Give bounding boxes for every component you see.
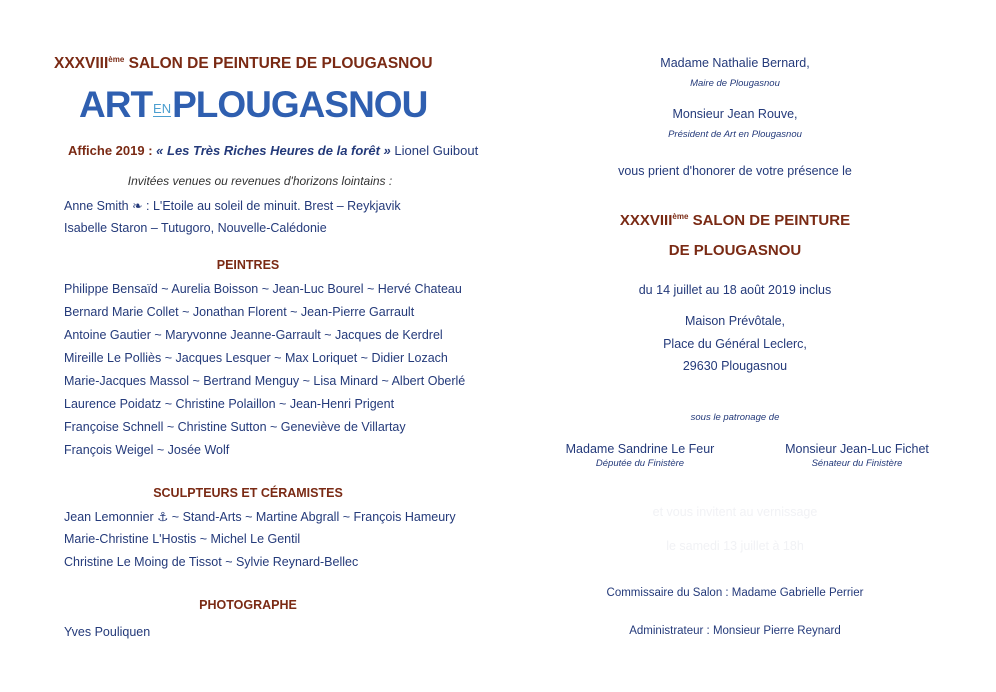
vernissage-date: le samedi 13 juillet à 18h bbox=[666, 539, 804, 553]
painters-line: Antoine Gautier ~ Maryvonne Jeanne-Garrault ~ Jacques de Kerdrel bbox=[64, 328, 443, 342]
vernissage-line: et vous invitent au vernissage bbox=[652, 505, 818, 519]
host2-role: Président de Art en Plougasnou bbox=[668, 129, 802, 140]
invite-line: vous prient d'honorer de votre présence le bbox=[618, 164, 852, 178]
sponsor-1-role: Députée du Finistère bbox=[595, 458, 685, 469]
host1-role: Maire de Plougasnou bbox=[690, 78, 780, 89]
exhibition-dates: du 14 juillet au 18 août 2019 inclus bbox=[638, 283, 832, 297]
salon-title-right: XXXVIIIème SALON DE PEINTURE bbox=[619, 212, 851, 229]
sculptors-heading: SCULPTEURS ET CÉRAMISTES bbox=[153, 486, 343, 500]
sculptors-line: Marie-Christine L'Hostis ~ Michel Le Gentil bbox=[64, 532, 301, 546]
venue-name: Maison Prévôtale, bbox=[684, 314, 786, 328]
invitee-line: Isabelle Staron – Tutugoro, Nouvelle-Calédonie bbox=[64, 221, 327, 235]
painters-line: Françoise Schnell ~ Christine Sutton ~ Geneviève de Villartay bbox=[64, 420, 406, 434]
painters-line: Bernard Marie Collet ~ Jonathan Florent ~ Jean-Pierre Garrault bbox=[64, 305, 415, 319]
salon-title: XXXVIIIème SALON DE PEINTURE DE PLOUGASNOU bbox=[54, 55, 433, 73]
photographer-name: Yves Pouliquen bbox=[64, 625, 151, 639]
host1-name: Madame Nathalie Bernard, bbox=[660, 56, 810, 70]
sponsor-2-name: Monsieur Jean-Luc Fichet bbox=[785, 442, 929, 456]
photographer-heading: PHOTOGRAPHE bbox=[199, 598, 297, 612]
patronage-line: sous le patronage de bbox=[690, 412, 780, 423]
administrateur-line: Administrateur : Monsieur Pierre Reynard bbox=[629, 625, 841, 637]
sculptors-line: Christine Le Moing de Tissot ~ Sylvie Reynard-Bellec bbox=[64, 555, 359, 569]
host2-name: Monsieur Jean Rouve, bbox=[672, 107, 798, 121]
painters-line: Marie-Jacques Massol ~ Bertrand Menguy ~ Lisa Minard ~ Albert Oberlé bbox=[64, 374, 466, 388]
venue-address: Place du Général Leclerc, bbox=[663, 337, 807, 351]
sculptors-line: Jean Lemonnier ⚓ ~ Stand-Arts ~ Martine Abgrall ~ François Hameury bbox=[64, 510, 456, 524]
art-en-plougasnou-logo: ARTENPLOUGASNOU bbox=[79, 84, 428, 125]
commissaire-line: Commissaire du Salon : Madame Gabrielle Perrier bbox=[606, 587, 864, 599]
venue-city: 29630 Plougasnou bbox=[682, 359, 788, 373]
sponsor-2-role: Sénateur du Finistère bbox=[811, 458, 903, 469]
sponsor-2 bbox=[742, 442, 972, 469]
painters-line: Philippe Bensaïd ~ Aurelia Boisson ~ Jean-Luc Bourel ~ Hervé Chateau bbox=[64, 282, 462, 296]
invitees-heading: Invitées venues ou revenues d'horizons lointains : bbox=[127, 174, 393, 188]
painters-line: Mireille Le Polliès ~ Jacques Lesquer ~ Max Loriquet ~ Didier Lozach bbox=[64, 351, 448, 365]
painters-line: Laurence Poidatz ~ Christine Polaillon ~ Jean-Henri Prigent bbox=[64, 397, 395, 411]
painters-line: François Weigel ~ Josée Wolf bbox=[64, 443, 230, 457]
sponsor-1-name: Madame Sandrine Le Feur bbox=[565, 442, 715, 456]
painters-heading: PEINTRES bbox=[216, 258, 280, 272]
salon-title-right-line2: DE PLOUGASNOU bbox=[668, 242, 802, 259]
invitee-line: Anne Smith ❧ : L'Etoile au soleil de minuit. Brest – Reykjavik bbox=[64, 199, 401, 213]
affiche-line: Affiche 2019 : « Les Très Riches Heures de la forêt » Lionel Guibout bbox=[68, 143, 479, 158]
sponsor-1 bbox=[525, 442, 755, 469]
